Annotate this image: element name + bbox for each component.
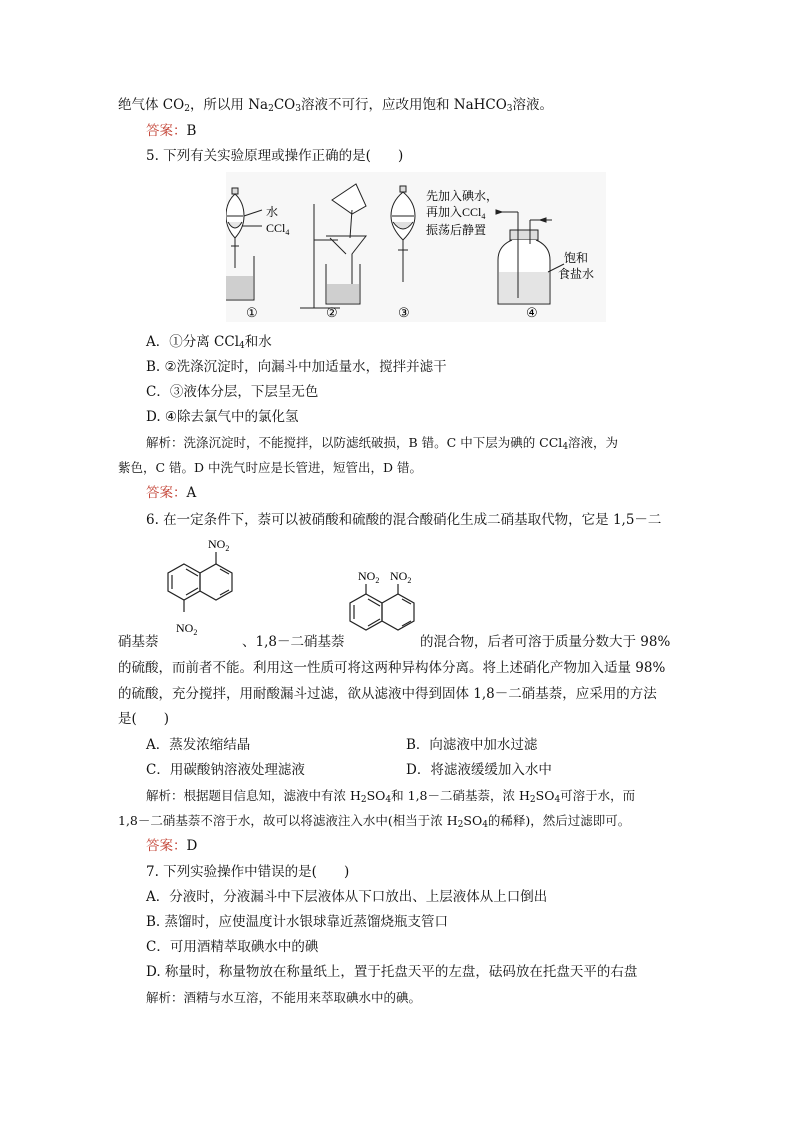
dinitronaphthalene-18-structure [346, 566, 418, 656]
q7-explanation: 解析：酒精与水互溶，不能用来萃取碘水中的碘。 [146, 990, 422, 1005]
label-2: ② [326, 305, 338, 320]
q5-stem: 5. 下列有关实验原理或操作正确的是( ) [146, 148, 404, 164]
q7-stem: 7. 下列实验操作中错误的是( ) [146, 864, 350, 880]
water-label: 水 [266, 205, 279, 219]
q6-explanation-2: 1,8－二硝基萘不溶于水，故可以将滤液注入水中(相当于浓 $H_2SO_4$的稀释)，然后过滤即可。 [118, 813, 631, 830]
q5-option-d: D. ④除去氯气中的氯化氢 [146, 409, 299, 425]
q6-inline-mid: 、1,8－二硝基萘 [242, 634, 345, 650]
q6-option-b: B．向滤液中加水过滤 [406, 737, 538, 753]
no2-left: $NO_2$ [358, 569, 380, 585]
q6-explanation-1: 解析：根据题目信息知，滤液中有浓 $H_2SO_4$和 1,8－二硝基萘，浓 $H_2SO_4$可溶于水，而 [146, 788, 636, 805]
continuation-line: 绝气体 $CO_2$，所以用 $Na_2CO_3$溶液不可行，应改用饱和 NaHCO$_3$溶液。 [118, 97, 554, 114]
q7-option-d: D. 称量时，称量物放在称量纸上，置于托盘天平的左盘，砝码放在托盘天平的右盘 [146, 964, 638, 980]
q6-answer: 答案：D [146, 838, 198, 854]
label-3: ③ [398, 305, 410, 320]
q6-stem-5: 是( ) [118, 711, 170, 727]
q5-option-a: A．①分离 CCl$_4$和水 [146, 334, 272, 351]
no2-right: $NO_2$ [390, 569, 412, 585]
note-line-2: 再加入CCl$_4$ [426, 205, 486, 221]
q5-apparatus-figure [226, 172, 606, 322]
q5-explanation-1: 解析：洗涤沉淀时，不能搅拌，以防滤纸破损，B 错。C 中下层为碘的 CCl$_4$溶液，为 [146, 435, 619, 452]
q6-option-c: C．用碳酸钠溶液处理滤液 [146, 762, 305, 778]
q7-option-b: B. 蒸馏时，应使温度计水银球靠近蒸馏烧瓶支管口 [146, 914, 449, 930]
q6-option-a: A．蒸发浓缩结晶 [146, 737, 251, 753]
q5-option-c: C．③液体分层，下层呈无色 [146, 384, 319, 400]
note-line-1: 先加入碘水， [426, 189, 499, 203]
q6-option-d: D．将滤液缓缓加入水中 [406, 762, 552, 778]
q6-inline-post: 的混合物，后者可溶于质量分数大于 98% [420, 634, 671, 650]
no2-bottom: $NO_2$ [176, 621, 198, 637]
brine-label-2: 食盐水 [558, 267, 595, 281]
label-4: ④ [526, 305, 538, 320]
note-line-3: 振荡后静置 [426, 223, 487, 237]
dinitronaphthalene-15-structure [160, 532, 240, 650]
q5-answer: 答案：A [146, 485, 197, 501]
brine-label-1: 饱和 [564, 251, 589, 265]
q6-inline-pre: 硝基萘 [118, 634, 159, 650]
q6-stem-1: 6. 在一定条件下，萘可以被硝酸和硫酸的混合酸硝化生成二硝基取代物，它是 1,5－二 [146, 512, 662, 528]
q7-option-a: A．分液时，分液漏斗中下层液体从下口放出、上层液体从上口倒出 [146, 889, 548, 905]
no2-top: $NO_2$ [208, 537, 230, 553]
apparatus-diagram [226, 172, 606, 322]
q5-option-b: B. ②洗涤沉淀时，向漏斗中加适量水，搅拌并滤干 [146, 359, 447, 375]
q7-option-c: C．可用酒精萃取碘水中的碘 [146, 939, 319, 955]
q6-stem-3: 的硫酸，而前者不能。利用这一性质可将这两种异构体分离。将上述硝化产物加入适量 98% [118, 660, 666, 676]
label-1: ① [246, 305, 258, 320]
q6-stem-4: 的硫酸，充分搅拌，用耐酸漏斗过滤，欲从滤液中得到固体 1,8－二硝基萘，应采用的方法 [118, 686, 657, 702]
q5-explanation-2: 紫色，C 错。D 中洗气时应是长管进，短管出，D 错。 [118, 460, 423, 475]
q4-answer: 答案：B [146, 123, 197, 139]
ccl4-label: CCl$_4$ [266, 221, 290, 237]
